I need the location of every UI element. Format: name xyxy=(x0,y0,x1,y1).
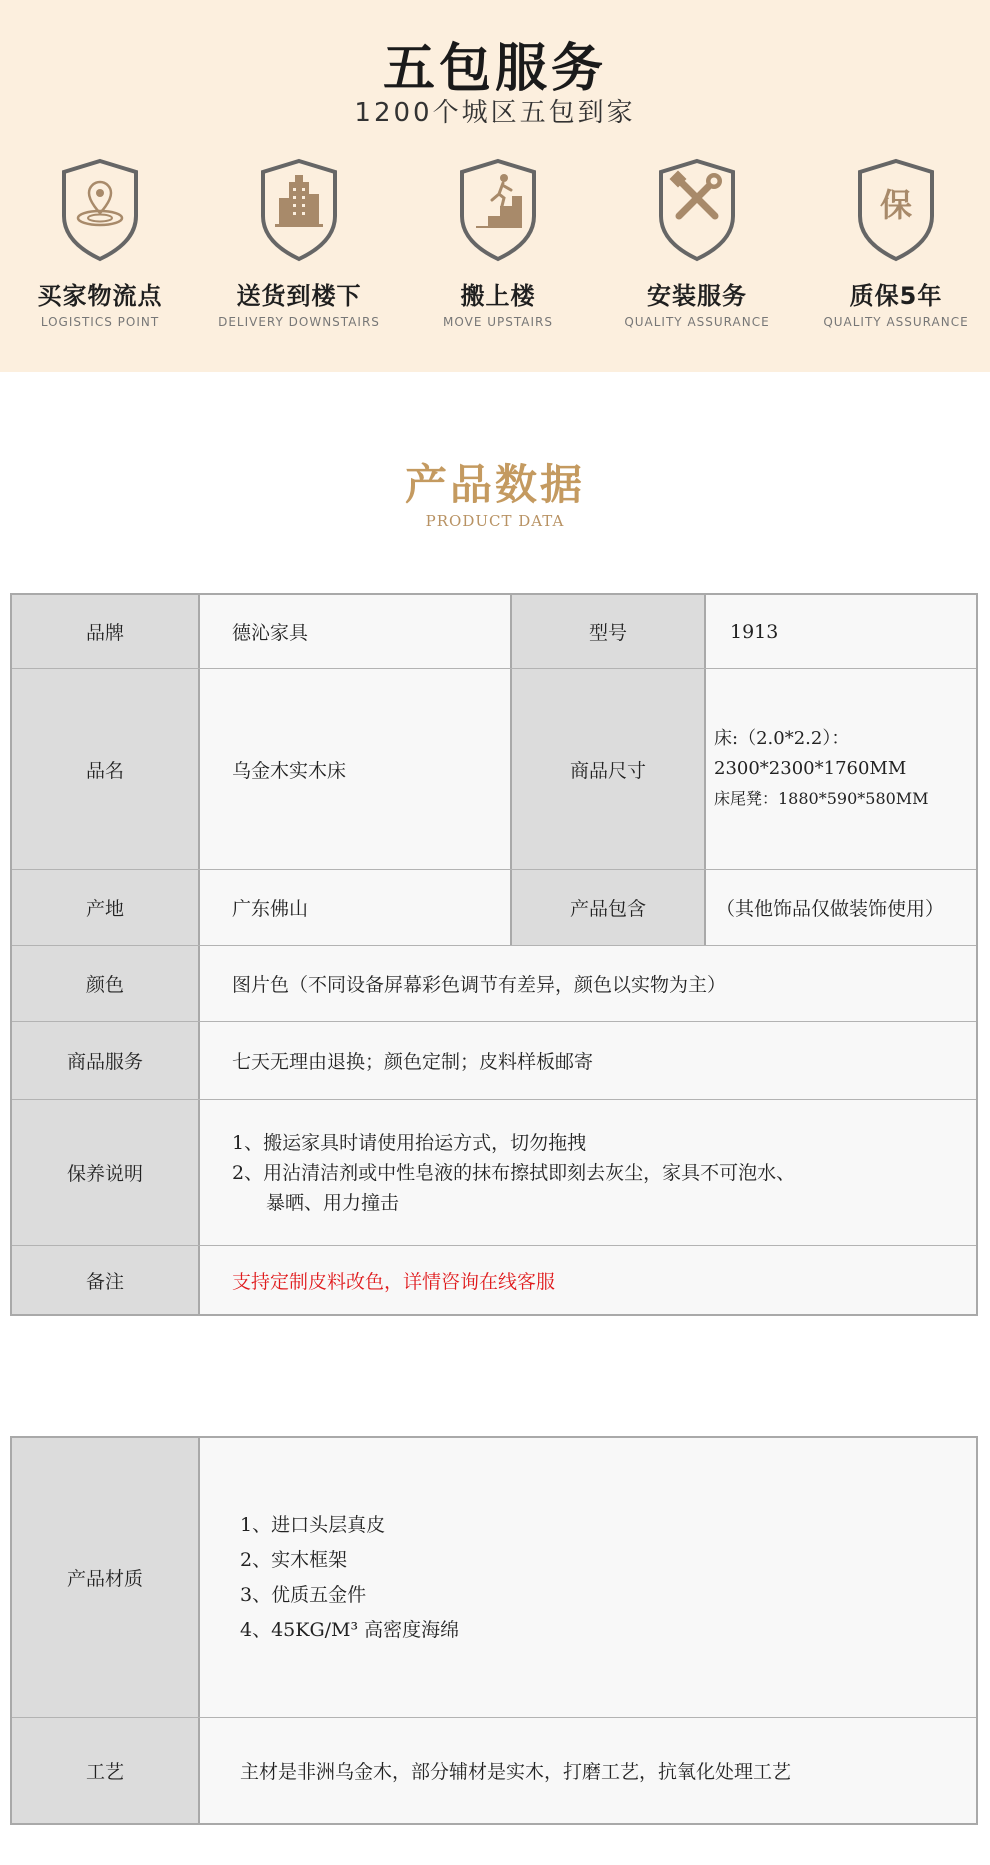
care-label: 保养说明 xyxy=(12,1100,198,1245)
contents-label: 产品包含 xyxy=(510,870,704,945)
material-line: 2、实木框架 xyxy=(240,1548,348,1571)
size-line: 2300*2300*1760MM xyxy=(714,758,907,779)
table-row xyxy=(12,1099,976,1245)
color-value: 图片色（不同设备屏幕彩色调节有差异，颜色以实物为主） xyxy=(198,946,976,1021)
section-title: 产品数据 xyxy=(404,460,585,509)
banner-subtitle: 1200个城区五包到家 xyxy=(354,98,636,128)
size-label: 商品尺寸 xyxy=(510,669,704,869)
name-label: 品名 xyxy=(12,669,198,869)
brand-label: 品牌 xyxy=(12,595,198,668)
material-line: 3、优质五金件 xyxy=(240,1583,367,1606)
size-value xyxy=(704,669,976,869)
table-row xyxy=(12,1021,976,1099)
color-label: 颜色 xyxy=(12,946,198,1021)
care-line: 2、用沾清洁剂或中性皂液的抹布擦拭即刻去灰尘，家具不可泡水、 xyxy=(232,1161,796,1184)
contents-value: （其他饰品仅做装饰使用） xyxy=(704,870,976,945)
table-row xyxy=(12,595,976,668)
material-value xyxy=(198,1438,976,1717)
note-value: 支持定制皮料改色，详情咨询在线客服 xyxy=(198,1246,976,1314)
table-row xyxy=(12,668,976,869)
size-line: 床尾凳：1880*590*580MM xyxy=(714,789,929,808)
model-label: 型号 xyxy=(510,595,704,668)
service-name: 搬上楼 xyxy=(460,282,536,310)
location-pin-icon xyxy=(60,158,140,262)
service-name: 买家物流点 xyxy=(37,282,163,310)
craft-value: 主材是非洲乌金木，部分辅材是实木，打磨工艺，抗氧化处理工艺 xyxy=(198,1718,976,1823)
table-row xyxy=(12,1245,976,1314)
material-line: 4、45KG/M³ 高密度海绵 xyxy=(240,1618,460,1641)
service-name-en: DELIVERY DOWNSTAIRS xyxy=(218,315,380,329)
service-label: 商品服务 xyxy=(12,1022,198,1099)
origin-value: 广东佛山 xyxy=(198,870,510,945)
brand-value: 德沁家具 xyxy=(198,595,510,668)
service-name-en: QUALITY ASSURANCE xyxy=(823,315,969,329)
service-name-en: MOVE UPSTAIRS xyxy=(443,315,553,329)
service-name-en: QUALITY ASSURANCE xyxy=(624,315,770,329)
table-row xyxy=(12,945,976,1021)
size-line: 床:（2.0*2.2）： xyxy=(714,728,850,749)
bao-glyph: 保 xyxy=(879,186,913,224)
craft-label: 工艺 xyxy=(12,1718,198,1823)
name-value: 乌金木实木床 xyxy=(198,669,510,869)
care-line: 暴晒、用力撞击 xyxy=(266,1191,400,1214)
origin-label: 产地 xyxy=(12,870,198,945)
bao-icon xyxy=(856,158,936,262)
service-name: 送货到楼下 xyxy=(236,282,362,310)
service-name: 质保5年 xyxy=(849,282,943,310)
banner-title: 五包服务 xyxy=(382,39,607,99)
table-row xyxy=(12,869,976,945)
building-icon xyxy=(259,158,339,262)
tools-icon xyxy=(657,158,737,262)
service-logistics-point xyxy=(0,158,200,329)
service-warranty xyxy=(796,158,990,329)
five-services-banner xyxy=(0,0,990,372)
care-line: 1、搬运家具时请使用抬运方式，切勿拖拽 xyxy=(232,1131,587,1154)
product-data-table xyxy=(10,593,978,1316)
note-label: 备注 xyxy=(12,1246,198,1314)
table-row xyxy=(12,1717,976,1823)
material-table xyxy=(10,1436,978,1825)
material-line: 1、进口头层真皮 xyxy=(240,1513,386,1536)
service-move-upstairs xyxy=(398,158,598,329)
table-row xyxy=(12,1438,976,1717)
care-value xyxy=(198,1100,976,1245)
section-subtitle: PRODUCT DATA xyxy=(425,512,565,530)
service-name: 安装服务 xyxy=(647,282,747,310)
service-value: 七天无理由退换；颜色定制；皮料样板邮寄 xyxy=(198,1022,976,1099)
service-delivery-downstairs xyxy=(199,158,399,329)
service-installation xyxy=(597,158,797,329)
material-label: 产品材质 xyxy=(12,1438,198,1717)
stairs-icon xyxy=(458,158,538,262)
model-value: 1913 xyxy=(704,595,976,668)
service-name-en: LOGISTICS POINT xyxy=(40,315,160,329)
